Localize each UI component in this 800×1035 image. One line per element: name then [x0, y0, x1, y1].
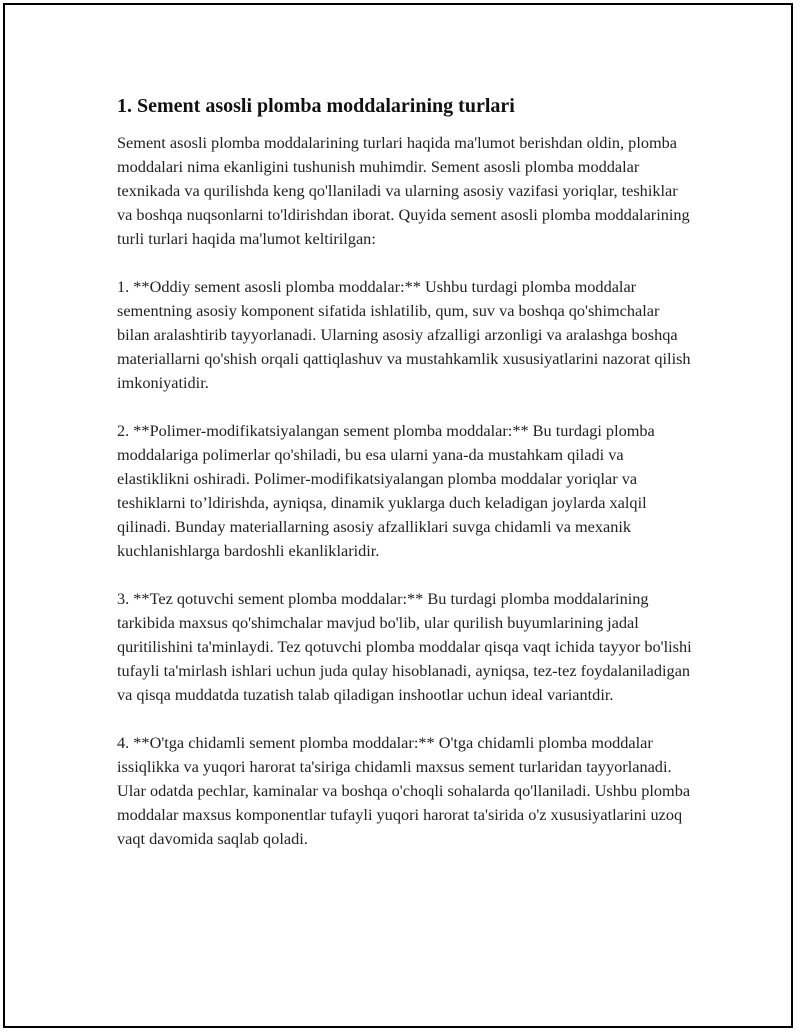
intro-paragraph: Sement asosli plomba moddalarining turlari haqida ma'lumot berishdan oldin, plomba moddalari nima ekanligini tushunish muhimdir. Sement asosli plomba moddalar texnikada va qurilishda keng qo'llaniladi va ularning asosiy vazifasi yoriqlar, teshiklar va boshqa nuqsonlarni to'ldirishdan iborat. Quyida sement asosli plomba moddalarining turli turlari haqida ma'lumot keltirilgan:: [117, 133, 690, 248]
paragraph-item-3: 3. **Tez qotuvchi sement plomba moddalar:** Bu turdagi plomba moddalarining tarkibida maxsus qo'shimchalar mavjud bo'lib, ular qurilish buyumlarining jadal quritilishini ta'minlaydi. Tez qotuvchi plomba moddalar qisqa vaqt ichida tayyor bo'lishi tufayli ta'mirlash ishlari uchun juda qulay hisoblanadi, ayniqsa, tez-tez foydalaniladigan va qisqa muddatda tuzatish talab qiladigan inshootlar uchun ideal variantdir.: [117, 589, 692, 704]
paragraph-item-2: 2. **Polimer-modifikatsiyalangan sement plomba moddalar:** Bu turdagi plomba moddalariga polimerlar qo'shiladi, bu esa ularni yana-da mustahkam qiladi va elastiklikni oshiradi. Polimer-modifikatsiyalangan plomba moddalar yoriqlar va teshiklarni to’ldirishda, ayniqsa, dinamik yuklarga duch keladigan joylarda xalqil qilinadi. Bunday materiallarning asosiy afzalliklari suvga chidamli va mexanik kuchlanishlarga bardoshli ekanliklaridir.: [117, 421, 655, 560]
section-heading: 1. Sement asosli plomba moddalarining turlari: [117, 95, 515, 117]
document-body: [117, 93, 692, 875]
paragraph-item-1: 1. **Oddiy sement asosli plomba moddalar:** Ushbu turdagi plomba moddalar sementning asosiy komponent sifatida ishlatilib, qum, suv va boshqa qo'shimchalar bilan aralashtirib tayyorlanadi. Ularning asosiy afzalligi arzonligi va aralashga boshqa materiallarni qo'shish orqali qattiqlashuv va mustahkamlik xususiyatlarini nazorat qilish imkoniyatidir.: [117, 277, 691, 392]
paragraph-item-4: 4. **O'tga chidamli sement plomba moddalar:** O'tga chidamli plomba moddalar issiqlikka va yuqori harorat ta'siriga chidamli maxsus sement turlaridan tayyorlanadi. Ular odatda pechlar, kaminalar va boshqa o'choqli sohalarda qo'llaniladi. Ushbu plomba moddalar maxsus komponentlar tufayli yuqori harorat ta'sirida o'z xususiyatlarini uzoq vaqt davomida saqlab qoladi.: [117, 733, 691, 848]
